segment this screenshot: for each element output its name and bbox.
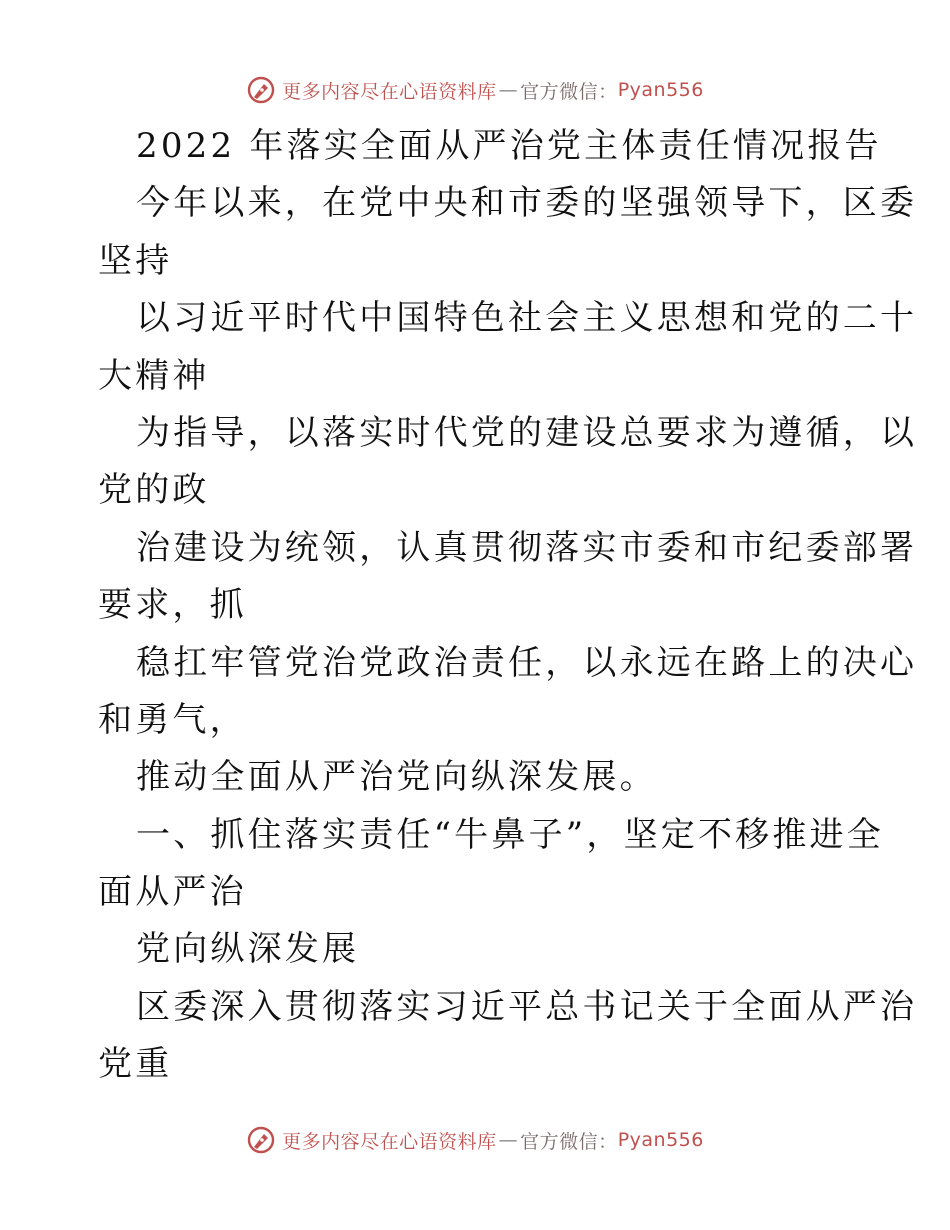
- paragraph-line: 以习近平时代中国特色社会主义思想和党的二十: [136, 298, 918, 339]
- paragraph-line: 和勇气，: [98, 699, 247, 740]
- watermark-channel: 官方微信：: [520, 1130, 618, 1153]
- paragraph-line: 党重: [98, 1044, 173, 1085]
- watermark-main-text: 更多内容尽在心语资料库: [282, 1130, 497, 1153]
- section-heading-line: 面从严治: [98, 872, 247, 913]
- pen-nib-logo-icon: [246, 75, 276, 105]
- paragraph-line: 区委深入贯彻落实习近平总书记关于全面从严治: [136, 986, 918, 1027]
- document-title: 2022 年落实全面从严治党主体责任情况报告: [136, 126, 882, 166]
- section-heading-line: 党向纵深发展: [136, 929, 360, 970]
- paragraph-line: 党的政: [98, 470, 210, 511]
- paragraph-line: 稳扛牢管党治党政治责任，以永远在路上的决心: [136, 642, 918, 683]
- watermark-account: Pyan556: [617, 79, 704, 101]
- paragraph-line: 坚持: [98, 240, 173, 281]
- pen-nib-logo-icon: [246, 1125, 276, 1155]
- paragraph-line: 为指导，以落实时代党的建设总要求为遵循，以: [136, 412, 918, 453]
- paragraph-line: 要求，抓: [98, 585, 247, 626]
- watermark-account: Pyan556: [617, 1129, 704, 1151]
- watermark-separator: —: [498, 79, 519, 101]
- paragraph-line: 治建设为统领，认真贯彻落实市委和市纪委部署: [136, 527, 918, 568]
- section-heading-line: 一、抓住落实责任“牛鼻子”，坚定不移推进全: [136, 814, 884, 855]
- paragraph-line: 推动全面从严治党向纵深发展。: [136, 757, 657, 798]
- paragraph-line: 大精神: [98, 355, 210, 396]
- watermark-main-text: 更多内容尽在心语资料库: [282, 80, 497, 103]
- header-watermark: [0, 70, 950, 110]
- watermark-separator: —: [498, 1129, 519, 1151]
- watermark-channel: 官方微信：: [520, 80, 618, 103]
- paragraph-line: 今年以来，在党中央和市委的坚强领导下，区委: [136, 183, 918, 224]
- footer-watermark: [0, 1120, 950, 1160]
- document-body: [98, 118, 918, 1094]
